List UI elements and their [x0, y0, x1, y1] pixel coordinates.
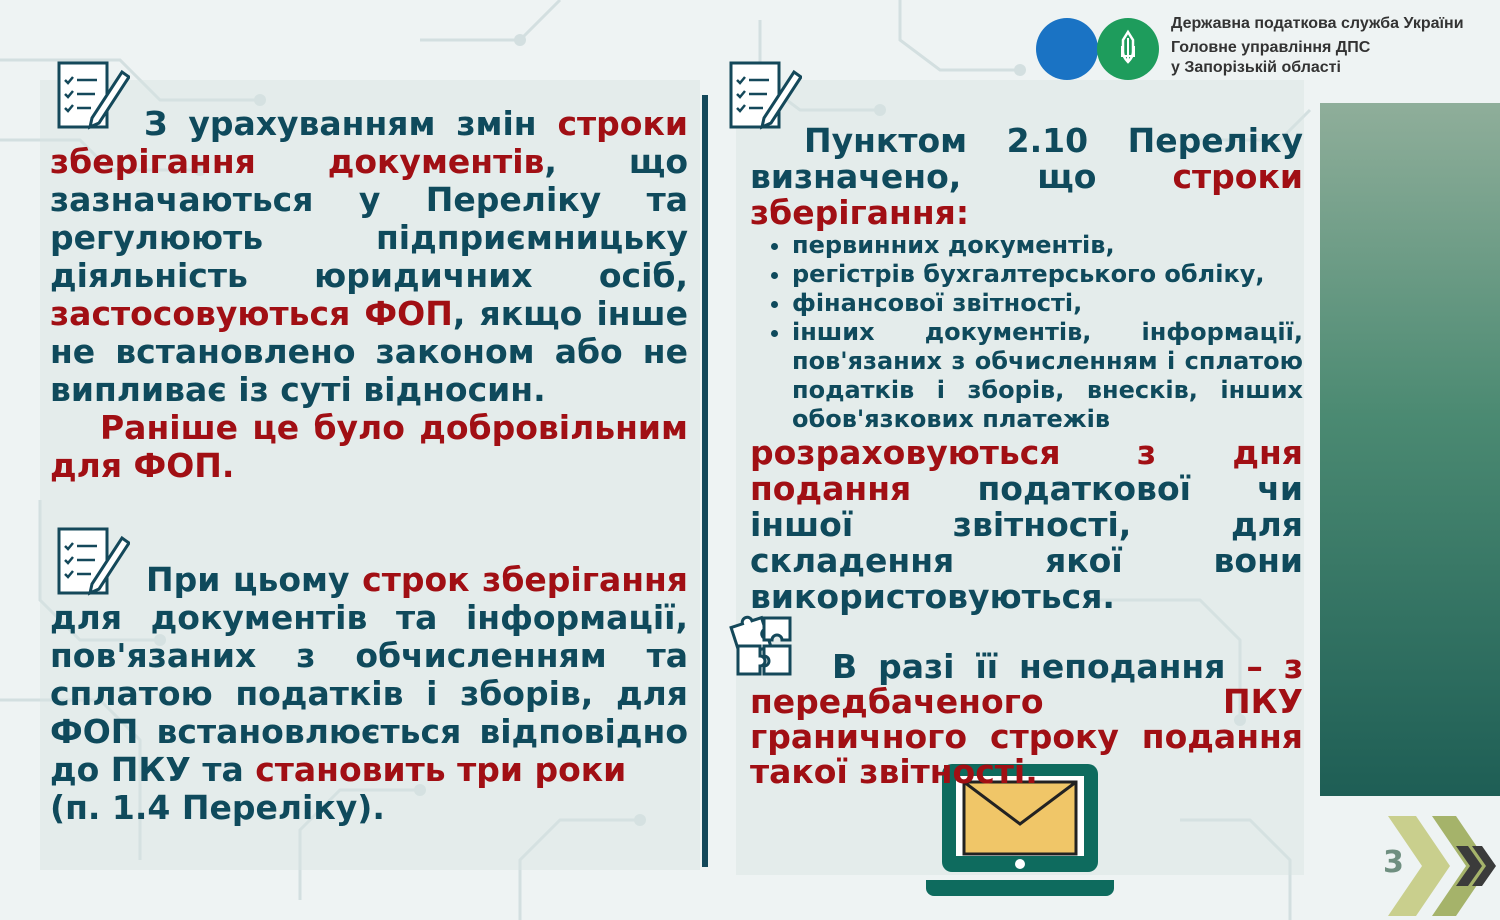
- right-b2-s2: – з передбаченого ПКУ граничного строку подання такої звітності.: [750, 647, 1303, 791]
- list-item: • фінансової звітності,: [792, 289, 1303, 318]
- right-b1-s4: податкової чи іншої звітності, для складення якої вони використовуються.: [750, 469, 1303, 616]
- page-number: 3: [1383, 845, 1404, 880]
- left-b2-s4: становить три роки: [255, 750, 627, 789]
- right-b2-s1: В разі її неподання: [832, 647, 1247, 686]
- column-divider: [702, 95, 708, 867]
- left-b1-s2: строки зберігання документів: [50, 104, 688, 181]
- list-item: • регістрів бухгалтерського обліку,: [792, 260, 1303, 289]
- header-line-1: Державна податкова служба України: [1171, 15, 1464, 32]
- decorative-green-bar: [1320, 103, 1500, 796]
- left-block-2: [50, 561, 688, 789]
- left-b2-s5: (п. 1.4 Переліку).: [50, 788, 385, 827]
- left-b1-s4: застосовуються ФОП: [50, 294, 453, 333]
- right-block-1-intro: [750, 123, 1303, 231]
- left-b2-s2: строк зберігання: [362, 560, 688, 599]
- right-b1-s2: строки зберігання:: [750, 157, 1303, 232]
- left-b1-s5: , якщо інше не встановлено законом або не випливає із суті відносин.: [50, 294, 688, 409]
- left-b2-s3: для документів та інформації, пов'язаних з обчисленням та сплатою податків і зборів, для ФОП встановлюється відповідно до ПКУ та: [50, 598, 688, 789]
- left-block-1: [50, 105, 688, 409]
- left-b2-s1: При цьому: [146, 560, 363, 599]
- header-line-3: у Запорізькій області: [1171, 59, 1341, 76]
- right-b1-s1: Пунктом 2.10 Переліку визначено, що: [750, 121, 1303, 196]
- document-checklist-icon: [728, 58, 802, 132]
- list-item: • інших документів, інформації, пов'язаних з обчисленням і сплатою податків і зборів, внесків, інших обов'язкових платежів: [792, 318, 1303, 434]
- left-b1-s3: , що зазначаються у Переліку та регулюють підприємницьку діяльність юридичних осіб,: [50, 142, 688, 295]
- left-note: Раніше це було добровільним для ФОП.: [50, 408, 688, 485]
- header-line-2: Головне управління ДПС: [1171, 39, 1371, 56]
- header-org-text: [1171, 14, 1464, 78]
- right-block-2: [750, 649, 1303, 789]
- left-b1-s1: З урахуванням змін: [144, 104, 558, 143]
- right-b1-s3: розраховуються з дня подання: [750, 433, 1303, 508]
- logo: [1036, 18, 1160, 84]
- right-block-1-outro: [750, 435, 1303, 615]
- list-item: • первинних документів,: [792, 231, 1303, 260]
- right-bullet-list: [750, 231, 1303, 434]
